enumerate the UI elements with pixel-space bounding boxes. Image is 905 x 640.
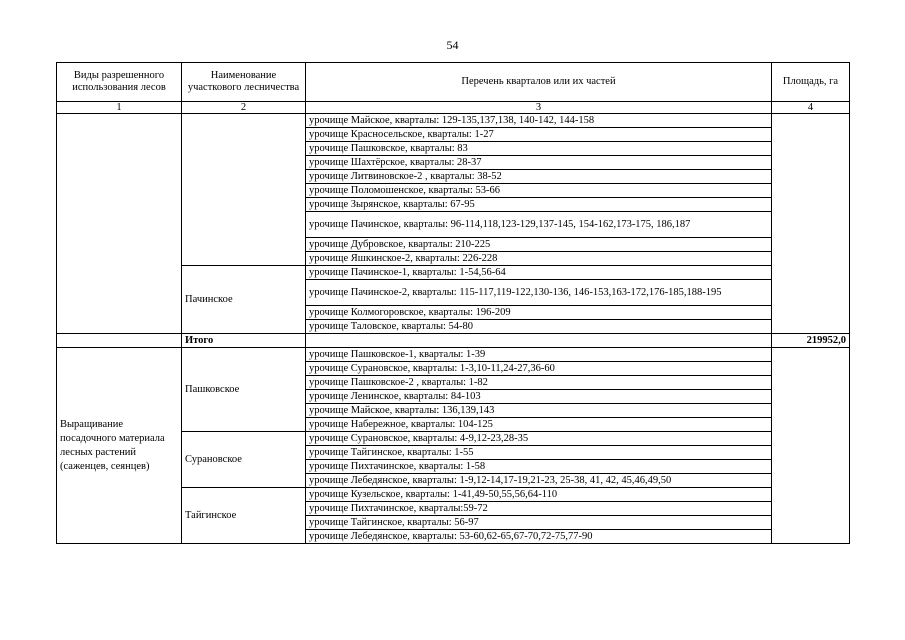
quarter-cell: урочище Кузельское, кварталы: 1-41,49-50,55,56,64-110 [306, 488, 772, 502]
total-empty-cell [57, 334, 182, 348]
quarter-cell: урочище Пачинское, кварталы: 96-114,118,123-129,137-145, 154-162,173-175, 186,187 [306, 212, 772, 238]
usage-type-seedlings: Выращивание посадочного материала лесных растений (саженцев, сеянцев) [57, 348, 182, 544]
quarter-cell: урочище Дубровское, кварталы: 210-225 [306, 238, 772, 252]
quarter-cell: урочище Майское, кварталы: 129-135,137,138, 140-142, 144-158 [306, 114, 772, 128]
quarter-cell: урочище Тайгинское, кварталы: 1-55 [306, 446, 772, 460]
header-row [57, 63, 850, 102]
forestry-name-pashkovskoe: Пашковское [182, 348, 306, 432]
quarter-cell: урочище Пашковское-2 , кварталы: 1-82 [306, 376, 772, 390]
usage-type-cell-empty [57, 114, 182, 334]
table-row [57, 348, 850, 362]
header-forestry-name: Наименование участкового лесничества [182, 63, 306, 102]
forestry-name-suranovskoe: Сурановское [182, 432, 306, 488]
quarter-cell: урочище Колмогоровское, кварталы: 196-209 [306, 306, 772, 320]
col-number: 1 [57, 102, 182, 114]
quarter-cell: урочище Пихтачинское, кварталы: 1-58 [306, 460, 772, 474]
quarter-cell: урочище Шахтёрское, кварталы: 28-37 [306, 156, 772, 170]
quarter-cell: урочище Пашковское, кварталы: 83 [306, 142, 772, 156]
forestry-name-pachinskoe: Пачинское [182, 266, 306, 334]
table-row [57, 114, 850, 128]
area-cell-empty [772, 114, 850, 334]
quarter-cell: урочище Пихтачинское, кварталы:59-72 [306, 502, 772, 516]
quarter-cell: урочище Яшкинское-2, кварталы: 226-228 [306, 252, 772, 266]
quarter-cell: урочище Пашковское-1, кварталы: 1-39 [306, 348, 772, 362]
quarter-cell: урочище Ленинское, кварталы: 84-103 [306, 390, 772, 404]
quarter-cell: урочище Литвиновское-2 , кварталы: 38-52 [306, 170, 772, 184]
quarter-cell: урочище Набережное, кварталы: 104-125 [306, 418, 772, 432]
quarter-cell: урочище Сурановское, кварталы: 1-3,10-11,24-27,36-60 [306, 362, 772, 376]
col-number: 3 [306, 102, 772, 114]
area-cell-empty [772, 348, 850, 544]
quarter-cell: урочище Красносельское, кварталы: 1-27 [306, 128, 772, 142]
col-number: 4 [772, 102, 850, 114]
quarter-cell: урочище Пачинское-2, кварталы: 115-117,119-122,130-136, 146-153,163-172,176-185,188-195 [306, 280, 772, 306]
header-usage-type: Виды разрешенного использования лесов [57, 63, 182, 102]
quarter-cell: урочище Лебедянское, кварталы: 1-9,12-14,17-19,21-23, 25-38, 41, 42, 45,46,49,50 [306, 474, 772, 488]
quarter-cell: урочище Лебедянское, кварталы: 53-60,62-65,67-70,72-75,77-90 [306, 530, 772, 544]
total-area: 219952,0 [772, 334, 850, 348]
forestry-cell-empty [182, 114, 306, 266]
total-label: Итого [182, 334, 306, 348]
quarter-cell: урочище Поломошенское, кварталы: 53-66 [306, 184, 772, 198]
total-empty-cell [306, 334, 772, 348]
quarter-cell: урочище Таловское, кварталы: 54-80 [306, 320, 772, 334]
column-numbers-row [57, 102, 850, 114]
total-row [57, 334, 850, 348]
col-number: 2 [182, 102, 306, 114]
header-area: Площадь, га [772, 63, 850, 102]
page-number: 54 [446, 38, 459, 52]
quarter-cell: урочище Пачинское-1, кварталы: 1-54,56-64 [306, 266, 772, 280]
quarters-table [56, 62, 850, 544]
header-quarters-list: Перечень кварталов или их частей [306, 63, 772, 102]
quarter-cell: урочище Тайгинское, кварталы: 56-97 [306, 516, 772, 530]
quarter-cell: урочище Зырянское, кварталы: 67-95 [306, 198, 772, 212]
quarter-cell: урочище Сурановское, кварталы: 4-9,12-23,28-35 [306, 432, 772, 446]
forestry-name-taiginskoe: Тайгинское [182, 488, 306, 544]
quarter-cell: урочище Майское, кварталы: 136,139,143 [306, 404, 772, 418]
